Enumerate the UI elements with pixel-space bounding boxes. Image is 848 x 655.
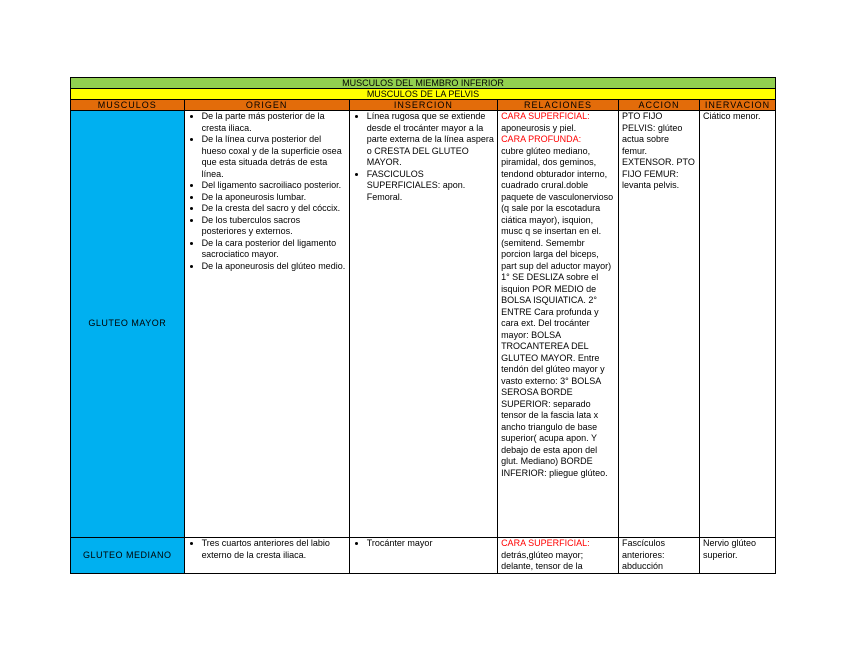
- list-item: • De la aponeurosis lumbar.: [202, 192, 346, 204]
- action-cell: PTO FIJO PELVIS: glúteo actua sobre femur. EXTENSOR. PTO FIJO FEMUR: levanta pelvis.: [619, 111, 700, 538]
- list-item: • De la aponeurosis del glúteo medio.: [202, 261, 346, 273]
- relations-deep-label: CARA PROFUNDA:: [501, 134, 582, 144]
- list-item: • Línea rugosa que se extiende desde el trocánter mayor a la parte externa de la línea aspera o CRESTA DEL GLUTEO MAYOR.: [367, 111, 494, 169]
- muscle-name: GLUTEO MAYOR: [71, 111, 185, 538]
- table-row: [71, 538, 776, 574]
- list-item: • De la línea curva posterior del hueso coxal y de la superficie osea que esta situada detrás de esta línea.: [202, 134, 346, 180]
- table-title: MUSCULOS DEL MIEMBRO INFERIOR: [71, 78, 776, 89]
- header-inervacion: INERVACION: [700, 100, 776, 111]
- table-row: [71, 111, 776, 538]
- header-insercion: INSERCION: [349, 100, 497, 111]
- list-item: • De la cresta del sacro y del cóccix.: [202, 203, 346, 215]
- list-item: • De la parte más posterior de la cresta iliaca.: [202, 111, 346, 134]
- header-relaciones: RELACIONES: [498, 100, 619, 111]
- muscle-name: GLUTEO MEDIANO: [71, 538, 185, 574]
- relations-cell: [498, 538, 619, 574]
- innervation-cell: Nervio glúteo superior.: [700, 538, 776, 574]
- origin-cell: [184, 538, 349, 574]
- table-subtitle: MUSCULOS DE LA PELVIS: [71, 89, 776, 100]
- relations-superficial-label: CARA SUPERFICIAL:: [501, 538, 590, 548]
- relations-cell: [498, 111, 619, 538]
- relations-superficial-text: detrás,glúteo mayor; delante, tensor de la: [501, 549, 584, 571]
- action-cell: Fascículos anteriores: abducción: [619, 538, 700, 574]
- relations-deep-text: cubre glúteo mediano, piramidal, dos geminos, tendond obturador interno, cuadrado crural.doble paquete de vasculonervioso (q sale por la escotadura ciática mayor), isquion, musc q se insertan en el. (semitend. Semembr porcion larga del biceps, part sup del aductor mayor) 1° SE DESLIZA sobre el isquion POR MEDIO de BOLSA ISQUIATICA. 2° ENTRE Cara profunda y cara ext. Del trocánter mayor: BOLSA TROCANTEREA DEL GLUTEO MAYOR. Entre tendón del glúteo mayor y vasto externo: 3° BOLSA SEROSA BORDE SUPERIOR: separado tensor de la fascia lata x ancho triangulo de base superior( acupa apon. Y debajo de esta apon del glut. Mediano) BORDE INFERIOR: pliegue glúteo.: [501, 145, 614, 478]
- origin-cell: [184, 111, 349, 538]
- list-item: • De los tuberculos sacros posteriores y externos.: [202, 215, 346, 238]
- list-item: • FASCICULOS SUPERFICIALES: apon. Femoral.: [367, 169, 494, 204]
- list-item: • De la cara posterior del ligamento sacrociatico mayor.: [202, 238, 346, 261]
- innervation-cell: Ciático menor.: [700, 111, 776, 538]
- insertion-cell: [349, 111, 497, 538]
- header-musculos: MUSCULOS: [71, 100, 185, 111]
- header-origen: ORIGEN: [184, 100, 349, 111]
- relations-superficial-text: aponeurosis y piel.: [501, 122, 577, 133]
- list-item: • Del ligamento sacroiliaco posterior.: [202, 180, 346, 192]
- list-item: • Trocánter mayor: [367, 538, 494, 550]
- header-accion: ACCION: [619, 100, 700, 111]
- list-item: • Tres cuartos anteriores del labio externo de la cresta iliaca.: [202, 538, 346, 561]
- muscle-table: [70, 77, 776, 574]
- insertion-cell: [349, 538, 497, 574]
- relations-superficial-label: CARA SUPERFICIAL:: [501, 111, 590, 121]
